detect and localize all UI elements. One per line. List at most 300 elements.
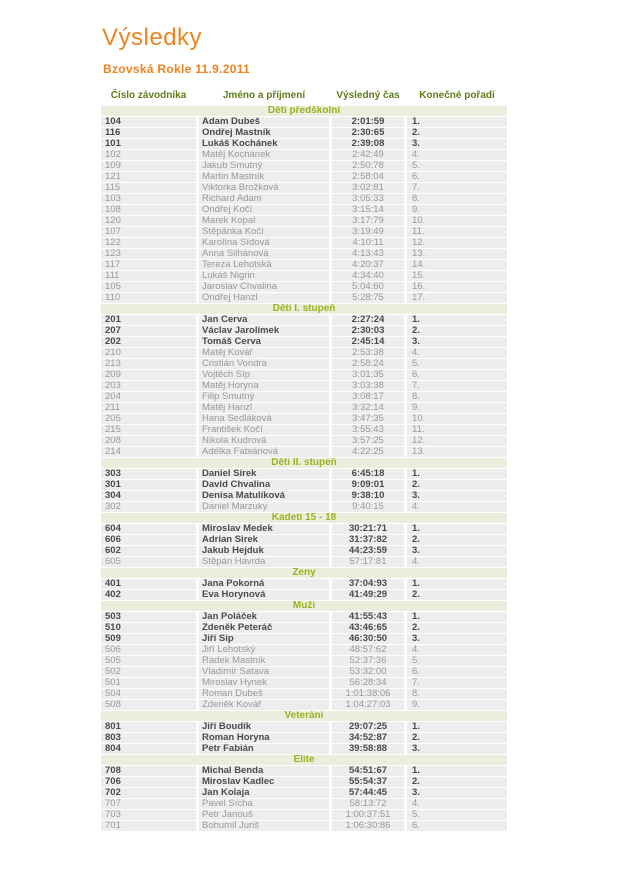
cell-competitor-name: Martin Mastník xyxy=(199,172,329,182)
cell-competitor-name: Petr Janouš xyxy=(199,810,329,820)
table-header-row xyxy=(101,90,507,105)
cell-result-time: 3:05:33 xyxy=(332,194,404,204)
results-table xyxy=(98,89,510,832)
cell-competitor-number: 115 xyxy=(101,183,196,193)
result-row xyxy=(101,799,507,809)
cell-result-time: 2:58:24 xyxy=(332,359,404,369)
cell-final-rank: 5. xyxy=(407,656,507,666)
cell-result-time: 4:20:37 xyxy=(332,260,404,270)
cell-result-time: 3:08:17 xyxy=(332,392,404,402)
cell-final-rank: 8. xyxy=(407,392,507,402)
result-row xyxy=(101,183,507,193)
cell-result-time: 2:30:03 xyxy=(332,326,404,336)
cell-competitor-name: Adam Dubeš xyxy=(199,117,329,127)
result-row xyxy=(101,260,507,270)
cell-final-rank: 3. xyxy=(407,491,507,501)
event-subtitle: Bzovská Rokle 11.9.2011 xyxy=(103,62,250,76)
cell-final-rank: 8. xyxy=(407,689,507,699)
cell-result-time: 1:01:38:06 xyxy=(332,689,404,699)
cell-final-rank: 16. xyxy=(407,282,507,292)
cell-competitor-number: 208 xyxy=(101,436,196,446)
result-row xyxy=(101,447,507,457)
cell-result-time: 55:54:37 xyxy=(332,777,404,787)
category-header-row xyxy=(101,513,507,523)
cell-competitor-number: 205 xyxy=(101,414,196,424)
cell-result-time: 44:23:59 xyxy=(332,546,404,556)
category-title: Děti I. stupeň xyxy=(101,304,507,314)
result-row xyxy=(101,722,507,732)
cell-competitor-name: Denisa Matulíková xyxy=(199,491,329,501)
cell-competitor-name: Vladimír Šatava xyxy=(199,667,329,677)
cell-final-rank: 5. xyxy=(407,810,507,820)
cell-final-rank: 3. xyxy=(407,337,507,347)
cell-result-time: 29:07:25 xyxy=(332,722,404,732)
category-header-row xyxy=(101,711,507,721)
result-row xyxy=(101,590,507,600)
cell-final-rank: 10. xyxy=(407,216,507,226)
category-header-row xyxy=(101,601,507,611)
cell-final-rank: 2. xyxy=(407,535,507,545)
cell-result-time: 2:27:24 xyxy=(332,315,404,325)
results-table-body xyxy=(101,106,507,831)
cell-final-rank: 5. xyxy=(407,359,507,369)
result-row xyxy=(101,403,507,413)
cell-competitor-number: 103 xyxy=(101,194,196,204)
cell-final-rank: 3. xyxy=(407,744,507,754)
result-row xyxy=(101,359,507,369)
cell-result-time: 3:01:35 xyxy=(332,370,404,380)
cell-competitor-number: 302 xyxy=(101,502,196,512)
category-header-row xyxy=(101,106,507,116)
result-row xyxy=(101,315,507,325)
cell-final-rank: 7. xyxy=(407,381,507,391)
cell-competitor-number: 210 xyxy=(101,348,196,358)
cell-final-rank: 7. xyxy=(407,678,507,688)
cell-competitor-number: 203 xyxy=(101,381,196,391)
page-title: Výsledky xyxy=(102,24,203,51)
cell-result-time: 6:45:18 xyxy=(332,469,404,479)
cell-final-rank: 9. xyxy=(407,700,507,710)
result-row xyxy=(101,579,507,589)
cell-competitor-number: 503 xyxy=(101,612,196,622)
cell-result-time: 37:04:93 xyxy=(332,579,404,589)
category-header-row xyxy=(101,755,507,765)
cell-final-rank: 1. xyxy=(407,117,507,127)
cell-competitor-name: Matěj Horyna xyxy=(199,381,329,391)
cell-result-time: 2:53:38 xyxy=(332,348,404,358)
col-header-name: Jméno a příjmení xyxy=(222,90,306,101)
result-row xyxy=(101,480,507,490)
cell-result-time: 58:13:72 xyxy=(332,799,404,809)
cell-competitor-name: Roman Horyna xyxy=(199,733,329,743)
cell-result-time: 46:30:50 xyxy=(332,634,404,644)
cell-final-rank: 3. xyxy=(407,634,507,644)
cell-final-rank: 13. xyxy=(407,447,507,457)
cell-competitor-number: 107 xyxy=(101,227,196,237)
cell-competitor-number: 402 xyxy=(101,590,196,600)
cell-competitor-number: 604 xyxy=(101,524,196,534)
result-row xyxy=(101,172,507,182)
result-row xyxy=(101,678,507,688)
cell-competitor-name: Cristián Vondra xyxy=(199,359,329,369)
cell-competitor-number: 702 xyxy=(101,788,196,798)
cell-result-time: 5:04:60 xyxy=(332,282,404,292)
result-row xyxy=(101,205,507,215)
cell-competitor-number: 211 xyxy=(101,403,196,413)
cell-competitor-name: Daniel Sirek xyxy=(199,469,329,479)
cell-final-rank: 6. xyxy=(407,370,507,380)
cell-competitor-number: 508 xyxy=(101,700,196,710)
cell-result-time: 2:50:78 xyxy=(332,161,404,171)
cell-final-rank: 11. xyxy=(407,425,507,435)
cell-final-rank: 7. xyxy=(407,183,507,193)
cell-competitor-number: 207 xyxy=(101,326,196,336)
cell-final-rank: 3. xyxy=(407,139,507,149)
cell-competitor-name: Jakub Hejduk xyxy=(199,546,329,556)
cell-final-rank: 6. xyxy=(407,821,507,831)
cell-competitor-name: Jana Pokorná xyxy=(199,579,329,589)
cell-final-rank: 4. xyxy=(407,799,507,809)
cell-result-time: 3:19:49 xyxy=(332,227,404,237)
cell-competitor-number: 108 xyxy=(101,205,196,215)
cell-competitor-name: Nikola Kudrová xyxy=(199,436,329,446)
cell-competitor-number: 605 xyxy=(101,557,196,567)
cell-result-time: 3:55:43 xyxy=(332,425,404,435)
cell-competitor-number: 121 xyxy=(101,172,196,182)
cell-competitor-number: 501 xyxy=(101,678,196,688)
cell-competitor-number: 505 xyxy=(101,656,196,666)
cell-result-time: 34:52:87 xyxy=(332,733,404,743)
cell-competitor-name: Pavel Šícha xyxy=(199,799,329,809)
cell-result-time: 2:45:14 xyxy=(332,337,404,347)
result-row xyxy=(101,348,507,358)
cell-final-rank: 1. xyxy=(407,766,507,776)
cell-competitor-name: Miroslav Medek xyxy=(199,524,329,534)
cell-result-time: 9:40:15 xyxy=(332,502,404,512)
cell-competitor-name: Miroslav Kadlec xyxy=(199,777,329,787)
cell-competitor-name: Štěpánka Kočí xyxy=(199,227,329,237)
result-row xyxy=(101,370,507,380)
cell-final-rank: 12. xyxy=(407,238,507,248)
cell-competitor-name: David Chvalina xyxy=(199,480,329,490)
category-title: Kadeti 15 - 18 xyxy=(101,513,507,523)
cell-final-rank: 1. xyxy=(407,612,507,622)
cell-competitor-number: 804 xyxy=(101,744,196,754)
cell-competitor-number: 202 xyxy=(101,337,196,347)
cell-competitor-number: 506 xyxy=(101,645,196,655)
cell-final-rank: 10. xyxy=(407,414,507,424)
col-header-time: Výsledný čas xyxy=(336,90,400,101)
cell-competitor-name: Tomáš Červa xyxy=(199,337,329,347)
cell-final-rank: 1. xyxy=(407,469,507,479)
cell-competitor-number: 209 xyxy=(101,370,196,380)
result-row xyxy=(101,161,507,171)
cell-competitor-name: Jan Kolaja xyxy=(199,788,329,798)
cell-result-time: 53:32:00 xyxy=(332,667,404,677)
result-row xyxy=(101,491,507,501)
cell-result-time: 1:04:27:03 xyxy=(332,700,404,710)
result-row xyxy=(101,788,507,798)
cell-result-time: 1:00:37:51 xyxy=(332,810,404,820)
cell-competitor-name: Bohumil Juriš xyxy=(199,821,329,831)
cell-final-rank: 11. xyxy=(407,227,507,237)
cell-result-time: 30:21:71 xyxy=(332,524,404,534)
cell-result-time: 4:10:11 xyxy=(332,238,404,248)
result-row xyxy=(101,469,507,479)
cell-final-rank: 8. xyxy=(407,194,507,204)
cell-competitor-name: Miroslav Hynek xyxy=(199,678,329,688)
cell-competitor-name: Lukáš Kochánek xyxy=(199,139,329,149)
cell-final-rank: 3. xyxy=(407,788,507,798)
category-title: Muži xyxy=(101,601,507,611)
cell-final-rank: 2. xyxy=(407,733,507,743)
result-row xyxy=(101,546,507,556)
cell-competitor-name: Jakub Smutný xyxy=(199,161,329,171)
cell-final-rank: 1. xyxy=(407,315,507,325)
cell-competitor-name: Radek Mastník xyxy=(199,656,329,666)
result-row xyxy=(101,425,507,435)
cell-result-time: 39:58:88 xyxy=(332,744,404,754)
cell-result-time: 31:37:82 xyxy=(332,535,404,545)
result-row xyxy=(101,271,507,281)
cell-competitor-number: 117 xyxy=(101,260,196,270)
cell-final-rank: 2. xyxy=(407,480,507,490)
cell-competitor-name: Filip Smutný xyxy=(199,392,329,402)
cell-competitor-name: Ondřej Hanzl xyxy=(199,293,329,303)
result-row xyxy=(101,535,507,545)
cell-competitor-number: 801 xyxy=(101,722,196,732)
result-row xyxy=(101,744,507,754)
cell-competitor-name: Jaroslav Chvalina xyxy=(199,282,329,292)
cell-result-time: 9:38:10 xyxy=(332,491,404,501)
result-row xyxy=(101,810,507,820)
result-row xyxy=(101,117,507,127)
cell-competitor-name: Viktorka Brožková xyxy=(199,183,329,193)
cell-result-time: 43:46:65 xyxy=(332,623,404,633)
cell-competitor-number: 502 xyxy=(101,667,196,677)
category-header-row xyxy=(101,304,507,314)
cell-competitor-name: Ondřej Kočí xyxy=(199,205,329,215)
cell-result-time: 2:39:08 xyxy=(332,139,404,149)
cell-competitor-name: Jiří Šíp xyxy=(199,634,329,644)
cell-competitor-name: Marek Kopal xyxy=(199,216,329,226)
cell-competitor-number: 215 xyxy=(101,425,196,435)
cell-competitor-number: 105 xyxy=(101,282,196,292)
cell-competitor-name: Zdeněk Kovář xyxy=(199,700,329,710)
cell-final-rank: 4. xyxy=(407,645,507,655)
cell-result-time: 57:44:45 xyxy=(332,788,404,798)
cell-final-rank: 14. xyxy=(407,260,507,270)
cell-final-rank: 9. xyxy=(407,205,507,215)
cell-result-time: 1:06:30:86 xyxy=(332,821,404,831)
cell-final-rank: 4. xyxy=(407,150,507,160)
result-row xyxy=(101,656,507,666)
cell-competitor-number: 303 xyxy=(101,469,196,479)
result-row xyxy=(101,282,507,292)
cell-result-time: 3:32:14 xyxy=(332,403,404,413)
cell-competitor-name: Jiří Lehotský xyxy=(199,645,329,655)
cell-competitor-name: Matěj Kochánek xyxy=(199,150,329,160)
cell-competitor-name: Matěj Hanzl xyxy=(199,403,329,413)
cell-final-rank: 1. xyxy=(407,722,507,732)
result-row xyxy=(101,293,507,303)
cell-competitor-number: 510 xyxy=(101,623,196,633)
col-header-number: Číslo závodníka xyxy=(110,90,187,101)
cell-result-time: 2:58:04 xyxy=(332,172,404,182)
cell-final-rank: 9. xyxy=(407,403,507,413)
cell-result-time: 3:17:79 xyxy=(332,216,404,226)
cell-result-time: 4:34:40 xyxy=(332,271,404,281)
cell-competitor-name: Daniel Marzuky xyxy=(199,502,329,512)
cell-competitor-name: Zdeněk Peteráč xyxy=(199,623,329,633)
cell-result-time: 3:57:25 xyxy=(332,436,404,446)
result-row xyxy=(101,821,507,831)
cell-competitor-number: 111 xyxy=(101,271,196,281)
cell-final-rank: 1. xyxy=(407,524,507,534)
cell-competitor-name: František Kočí xyxy=(199,425,329,435)
cell-competitor-name: Petr Fabián xyxy=(199,744,329,754)
result-row xyxy=(101,667,507,677)
cell-result-time: 54:51:67 xyxy=(332,766,404,776)
cell-result-time: 9:09:01 xyxy=(332,480,404,490)
result-row xyxy=(101,381,507,391)
cell-result-time: 57:17:81 xyxy=(332,557,404,567)
cell-result-time: 2:01:59 xyxy=(332,117,404,127)
cell-competitor-number: 301 xyxy=(101,480,196,490)
result-row xyxy=(101,733,507,743)
result-row xyxy=(101,645,507,655)
result-row xyxy=(101,766,507,776)
cell-competitor-number: 304 xyxy=(101,491,196,501)
cell-final-rank: 12. xyxy=(407,436,507,446)
cell-competitor-name: Anna Šilhánová xyxy=(199,249,329,259)
cell-result-time: 4:22:25 xyxy=(332,447,404,457)
result-row xyxy=(101,150,507,160)
result-row xyxy=(101,194,507,204)
cell-final-rank: 15. xyxy=(407,271,507,281)
result-row xyxy=(101,139,507,149)
cell-competitor-name: Karolína Šídová xyxy=(199,238,329,248)
cell-final-rank: 3. xyxy=(407,546,507,556)
cell-competitor-number: 401 xyxy=(101,579,196,589)
cell-competitor-name: Richard Adam xyxy=(199,194,329,204)
cell-result-time: 3:47:35 xyxy=(332,414,404,424)
cell-competitor-name: Lukáš Nigrin xyxy=(199,271,329,281)
cell-competitor-name: Ondřej Mastník xyxy=(199,128,329,138)
cell-competitor-name: Hana Sedláková xyxy=(199,414,329,424)
cell-competitor-number: 116 xyxy=(101,128,196,138)
cell-competitor-number: 213 xyxy=(101,359,196,369)
result-row xyxy=(101,557,507,567)
category-title: Děti předškolní xyxy=(101,106,507,116)
cell-final-rank: 5. xyxy=(407,161,507,171)
cell-final-rank: 2. xyxy=(407,623,507,633)
cell-result-time: 56:28:34 xyxy=(332,678,404,688)
cell-result-time: 52:37:36 xyxy=(332,656,404,666)
category-title: Elite xyxy=(101,755,507,765)
category-header-row xyxy=(101,568,507,578)
cell-competitor-number: 701 xyxy=(101,821,196,831)
result-row xyxy=(101,238,507,248)
cell-competitor-name: Roman Dubeš xyxy=(199,689,329,699)
cell-competitor-name: Jiří Boudík xyxy=(199,722,329,732)
cell-final-rank: 4. xyxy=(407,502,507,512)
result-row xyxy=(101,612,507,622)
cell-competitor-name: Adrian Sirek xyxy=(199,535,329,545)
category-title: Ženy xyxy=(101,568,507,578)
cell-competitor-name: Eva Horynová xyxy=(199,590,329,600)
cell-final-rank: 2. xyxy=(407,777,507,787)
cell-competitor-number: 204 xyxy=(101,392,196,402)
cell-competitor-number: 104 xyxy=(101,117,196,127)
cell-final-rank: 1. xyxy=(407,579,507,589)
result-row xyxy=(101,392,507,402)
category-header-row xyxy=(101,458,507,468)
cell-competitor-number: 504 xyxy=(101,689,196,699)
cell-competitor-name: Michal Benda xyxy=(199,766,329,776)
cell-final-rank: 6. xyxy=(407,667,507,677)
result-row xyxy=(101,337,507,347)
cell-competitor-number: 120 xyxy=(101,216,196,226)
cell-competitor-number: 101 xyxy=(101,139,196,149)
result-row xyxy=(101,216,507,226)
cell-result-time: 41:49:29 xyxy=(332,590,404,600)
cell-result-time: 2:42:49 xyxy=(332,150,404,160)
cell-result-time: 2:30:65 xyxy=(332,128,404,138)
cell-competitor-number: 602 xyxy=(101,546,196,556)
cell-competitor-name: Matěj Kovář xyxy=(199,348,329,358)
cell-final-rank: 4. xyxy=(407,557,507,567)
cell-result-time: 48:57:62 xyxy=(332,645,404,655)
result-row xyxy=(101,436,507,446)
result-row xyxy=(101,128,507,138)
col-header-rank: Konečné pořadí xyxy=(419,90,495,101)
result-row xyxy=(101,623,507,633)
result-row xyxy=(101,634,507,644)
cell-competitor-number: 123 xyxy=(101,249,196,259)
cell-competitor-name: Adélka Fabiánová xyxy=(199,447,329,457)
cell-competitor-number: 707 xyxy=(101,799,196,809)
category-title: Veteráni xyxy=(101,711,507,721)
cell-competitor-name: Vojtěch Šíp xyxy=(199,370,329,380)
result-row xyxy=(101,700,507,710)
cell-competitor-name: Štěpán Havrda xyxy=(199,557,329,567)
cell-final-rank: 6. xyxy=(407,172,507,182)
result-row xyxy=(101,502,507,512)
cell-result-time: 41:55:43 xyxy=(332,612,404,622)
cell-competitor-number: 110 xyxy=(101,293,196,303)
cell-competitor-name: Jan Poláček xyxy=(199,612,329,622)
cell-result-time: 5:28:75 xyxy=(332,293,404,303)
cell-competitor-number: 122 xyxy=(101,238,196,248)
cell-competitor-number: 708 xyxy=(101,766,196,776)
result-row xyxy=(101,689,507,699)
result-row xyxy=(101,524,507,534)
result-row xyxy=(101,227,507,237)
result-row xyxy=(101,777,507,787)
category-title: Děti II. stupeň xyxy=(101,458,507,468)
result-row xyxy=(101,249,507,259)
cell-competitor-number: 109 xyxy=(101,161,196,171)
cell-competitor-number: 703 xyxy=(101,810,196,820)
cell-result-time: 3:15:14 xyxy=(332,205,404,215)
cell-competitor-number: 102 xyxy=(101,150,196,160)
cell-competitor-number: 201 xyxy=(101,315,196,325)
cell-final-rank: 2. xyxy=(407,128,507,138)
result-row xyxy=(101,414,507,424)
result-row xyxy=(101,326,507,336)
cell-result-time: 4:13:43 xyxy=(332,249,404,259)
